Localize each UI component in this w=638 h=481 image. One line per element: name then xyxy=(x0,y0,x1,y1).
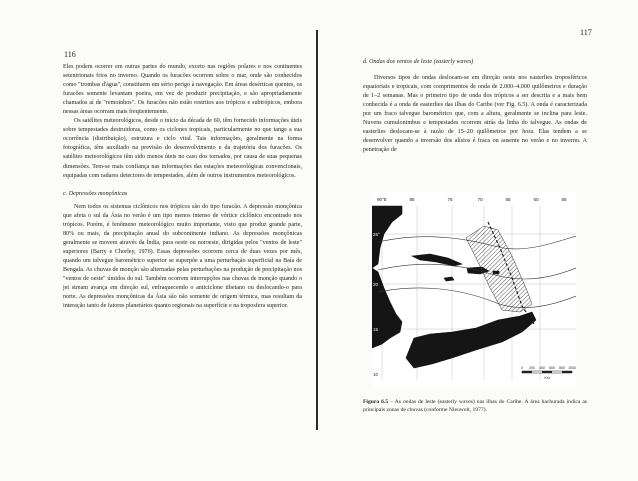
section-heading: d. Ondas dos ventos de leste (easterly waves) xyxy=(363,59,474,65)
lon-label: 75 xyxy=(447,197,453,202)
scale-label: 1000 xyxy=(568,366,576,370)
caption-label: Figura 6.5 xyxy=(363,399,389,405)
lat-label: 25° xyxy=(373,232,380,237)
scale-label: 200 xyxy=(529,366,535,370)
paragraph: Os satélites meteorológicos, desde o início da década de 60, têm fornecido informações úteis sobre tempestades destruidoras, como os ciclones tropicais, particularmente no que tange a sua ocorrência (distribuição), estrutura e ciclo vital. Tais informações, geralmente na forma fotográfica, têm auxiliado na previsão do desenvolvimento e da trajetória dos furacões. Os satélites meteorológicos têm sido menos úteis no caso dos tornados, por causa de suas pequenas dimensões. Tem-se mais confiança nas informações das estações meteorológicas convencionais, equipadas com radares detectores de tempestades, além de outros instrumentos meteorológicos. xyxy=(63,118,302,179)
figure-map xyxy=(372,192,576,388)
lon-label: 70 xyxy=(477,197,483,202)
scale-label: 600 xyxy=(549,366,555,370)
lat-label: 10 xyxy=(373,372,378,377)
caption-text: – As ondas de leste (easterly waves) nas ilhas do Caribe. A área hachurada indica as principais zonas de chuvas (conforme Nieuwolt, 1977). xyxy=(363,399,587,413)
paragraph: Diversos tipos de ondas deslocam-se em direção oeste nos easterlies troposféricos equatoriais e tropicais, com comprimentos de onda de 2.000–4.000 quilômetros e duração de 1–2 semanas. Mas o primeiro tipo de onda dos trópicos a ser descrita e a mais bem conhecida é a onda de easterlies das ilhas do Caribe (ver Fig. 6.5). A onda é caracterizada por um fraco talvegue barométrico que, com a altura, geralmente se inclina para leste. Nuvens cumulonimbus e tempestades ocorrem atrás da linha do talvegue. As ondas de easterlies deslocam-se à razão de 15–20 quilômetros por hora. Elas tendem a se desenvolver quando a inversão dos alísios é fraca ou ausente no verão e no inverno. A penetração de xyxy=(363,75,587,154)
right-page-number: 117 xyxy=(580,28,592,37)
lon-label: 65 xyxy=(505,197,511,202)
left-page-text xyxy=(63,63,302,311)
jamaica-island xyxy=(444,277,454,281)
lon-label: 60 xyxy=(533,197,539,202)
scale-label: 800 xyxy=(559,366,565,370)
lon-label: 85 xyxy=(409,197,415,202)
scale-label: 400 xyxy=(539,366,545,370)
lat-label: 15 xyxy=(373,327,378,332)
left-page-number: 116 xyxy=(64,50,76,59)
paragraph: Eles podem ocorrer em outras partes do mundo, exceto nas regiões polares e nos continentes setentrionais frios no inverno. Quando os furacões ocorrem sobre o mar, onde são conhecidos como "trombas d'água", constituem um sério perigo à navegação. Em áreas desérticas quentes, os furacões somente levantam poeira, em vez de produzir precipitação, e são apropriadamente chamados aí de "remoinhos". Os furacões não estão restritos aos trópicos e subtrópicos, embora nessas áreas ocorram mais freqüentemente. xyxy=(63,64,302,116)
paragraph: Nem todos os sistemas ciclônicos nos trópicos são do tipo furacão. A depressão monçônica que afeta o sul da Ásia no verão é um tipo menos intenso de vórtice ciclônico encontrado nos trópicos. Porém, é fenômeno meteorológico muito importante, visto que produz grande parte, 80% ou mais, da precipitação anual do subcontinente indiano. As depressões monçônicas geralmente se movem através da Índia, para oeste ou noroeste, dirigidas pelos "ventos de leste" superiores (Barry e Chorley, 1976). Essas depressões ocorrem cerca de duas vezes por mês, quando um talvegue barométrico superior se superpõe a uma perturbação superficial na Baía de Bengala. As chuvas de monção são alternadas pelas perturbações na produção de precipitação nos "ventos de oeste" úmidos do sul. Também ocorrem interrupções nas chuvas de monção quando o jet stream avança em direção sul, enfraquecendo o anticiclone tibetano ou deslocando-o para norte. As depressões monçônicas da Ásia são não somente de origem térmica, mas resultam da interação tanto de fatores planetários quanto regionais na superfície e na troposfera superior. xyxy=(63,203,302,310)
section-heading: c. Depressões monçônicas xyxy=(63,190,128,197)
right-page-text xyxy=(363,58,587,155)
figure-caption xyxy=(363,399,587,414)
lat-label: 20 xyxy=(373,282,378,287)
lon-label: 90°E xyxy=(376,197,388,202)
gutter-divider xyxy=(316,30,318,430)
scale-label: 0 xyxy=(521,366,523,370)
lon-label: 55 xyxy=(561,197,567,202)
scale-unit: Km xyxy=(544,376,550,380)
map-background xyxy=(372,192,576,388)
